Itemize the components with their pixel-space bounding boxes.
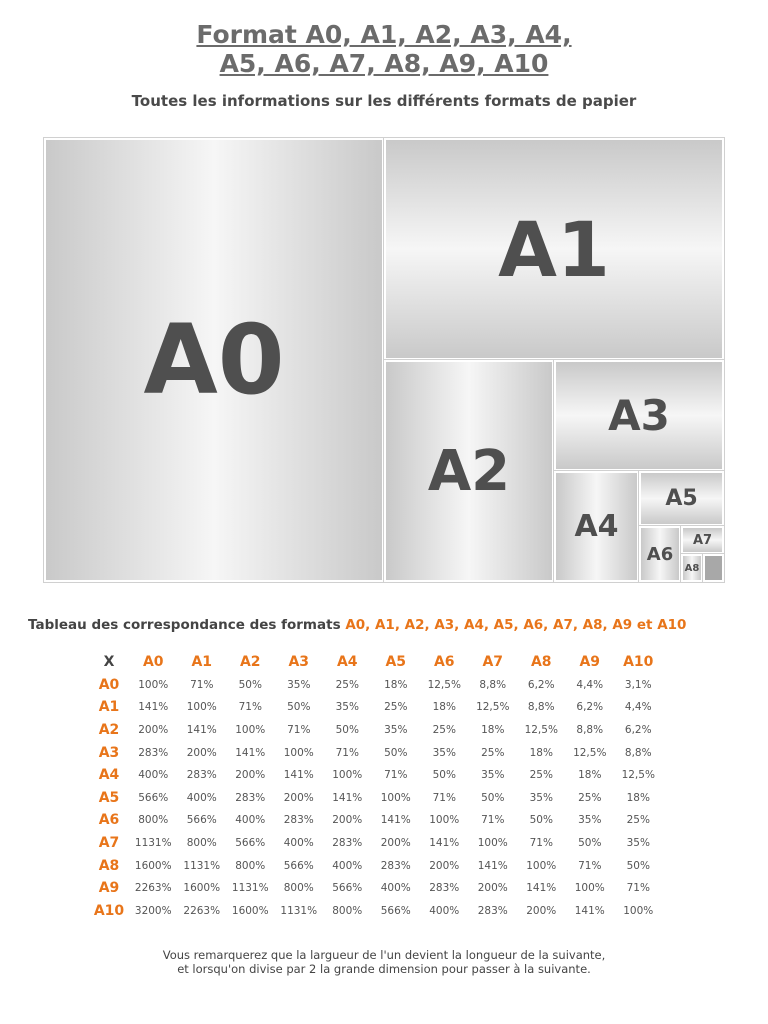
table-cell: 200% bbox=[186, 746, 217, 759]
column-header: A5 bbox=[385, 654, 407, 671]
table-row bbox=[89, 719, 663, 742]
table-cell: 200% bbox=[138, 724, 169, 737]
table-cell: 566% bbox=[380, 904, 411, 917]
table-cell: 566% bbox=[138, 791, 169, 804]
table-cell: 1600% bbox=[231, 904, 269, 917]
table-cell: 35% bbox=[578, 814, 602, 827]
table-cell: 71% bbox=[384, 769, 408, 782]
table-cell: 200% bbox=[477, 882, 508, 895]
table-cell: 50% bbox=[335, 724, 359, 737]
table-cell: 50% bbox=[384, 746, 408, 759]
table-cell: 25% bbox=[335, 678, 359, 691]
table-cell: 35% bbox=[432, 746, 456, 759]
table-cell: 400% bbox=[429, 904, 460, 917]
column-header: A1 bbox=[191, 654, 213, 671]
table-cell: 400% bbox=[332, 859, 363, 872]
table-cell: 141% bbox=[138, 701, 169, 714]
row-header: A0 bbox=[98, 676, 120, 693]
table-row bbox=[89, 741, 663, 764]
sheet-a8-label: A8 bbox=[684, 562, 700, 574]
column-header: A2 bbox=[239, 654, 261, 671]
table-cell: 50% bbox=[481, 791, 505, 804]
table-cell: 12,5% bbox=[476, 701, 510, 714]
table-cell: 800% bbox=[283, 882, 314, 895]
table-cell: 71% bbox=[238, 701, 262, 714]
table-cell: 4,4% bbox=[576, 678, 604, 691]
table-cell: 141% bbox=[477, 859, 508, 872]
row-header: A2 bbox=[98, 722, 120, 739]
table-cell: 1600% bbox=[134, 859, 172, 872]
table-cell: 141% bbox=[380, 814, 411, 827]
table-row bbox=[89, 877, 663, 900]
sheet-a4-label: A4 bbox=[574, 509, 619, 544]
table-cell: 35% bbox=[335, 701, 359, 714]
table-cell: 141% bbox=[283, 769, 314, 782]
sheet-a2 bbox=[384, 360, 554, 582]
sheet-a5-label: A5 bbox=[665, 486, 698, 511]
table-row bbox=[89, 854, 663, 877]
table-cell: 566% bbox=[332, 882, 363, 895]
table-cell: 283% bbox=[186, 769, 217, 782]
table-header-row bbox=[89, 651, 663, 674]
table-cell: 200% bbox=[380, 837, 411, 850]
row-header: A1 bbox=[98, 699, 120, 716]
table-cell: 100% bbox=[526, 859, 557, 872]
row-header: A9 bbox=[98, 880, 120, 897]
table-cell: 100% bbox=[138, 678, 169, 691]
table-cell: 71% bbox=[432, 791, 456, 804]
row-header: A4 bbox=[98, 767, 120, 784]
sheet-smaller-formats bbox=[703, 554, 724, 582]
table-cell: 12,5% bbox=[427, 678, 461, 691]
table-caption-formats: A0, A1, A2, A3, A4, A5, A6, A7, A8, A9 et A10 bbox=[345, 617, 687, 633]
table-row bbox=[89, 674, 663, 697]
table-cell: 18% bbox=[529, 746, 553, 759]
table-cell: 283% bbox=[332, 837, 363, 850]
table-row bbox=[89, 832, 663, 855]
table-cell: 200% bbox=[283, 791, 314, 804]
table-cell: 35% bbox=[287, 678, 311, 691]
table-cell: 35% bbox=[626, 837, 650, 850]
row-header: A5 bbox=[98, 789, 120, 806]
table-cell: 35% bbox=[481, 769, 505, 782]
table-cell: 50% bbox=[529, 814, 553, 827]
table-cell: 12,5% bbox=[524, 724, 558, 737]
table-cell: 3200% bbox=[134, 904, 172, 917]
table-row bbox=[89, 809, 663, 832]
table-cell: 566% bbox=[283, 859, 314, 872]
table-cell: 71% bbox=[335, 746, 359, 759]
format-correspondence-table bbox=[89, 651, 663, 922]
sheet-a1-label: A1 bbox=[498, 204, 610, 294]
table-cell: 283% bbox=[283, 814, 314, 827]
table-cell: 18% bbox=[578, 769, 602, 782]
paper-format-diagram bbox=[44, 138, 724, 582]
table-cell: 800% bbox=[235, 859, 266, 872]
table-cell: 141% bbox=[429, 837, 460, 850]
table-cell: 25% bbox=[626, 814, 650, 827]
table-cell: 35% bbox=[529, 791, 553, 804]
table-cell: 100% bbox=[429, 814, 460, 827]
table-cell: 400% bbox=[235, 814, 266, 827]
table-cell: 71% bbox=[287, 724, 311, 737]
table-caption bbox=[28, 617, 686, 633]
table-cell: 8,8% bbox=[479, 678, 507, 691]
footer-note bbox=[0, 948, 768, 976]
table-cell: 200% bbox=[235, 769, 266, 782]
table-cell: 566% bbox=[186, 814, 217, 827]
sheet-a1 bbox=[384, 138, 724, 360]
column-header: A0 bbox=[142, 654, 164, 671]
table-cell: 141% bbox=[235, 746, 266, 759]
table-cell: 6,2% bbox=[527, 678, 555, 691]
table-cell: 71% bbox=[578, 859, 602, 872]
row-header: A6 bbox=[98, 812, 120, 829]
table-cell: 8,8% bbox=[624, 746, 652, 759]
sheet-a0-label: A0 bbox=[143, 304, 285, 416]
table-cell: 141% bbox=[574, 904, 605, 917]
table-cell: 566% bbox=[235, 837, 266, 850]
table-cell: 71% bbox=[190, 678, 214, 691]
table-cell: 6,2% bbox=[576, 701, 604, 714]
table-cell: 283% bbox=[138, 746, 169, 759]
sheet-a7 bbox=[681, 526, 724, 554]
table-cell: 100% bbox=[380, 791, 411, 804]
table-cell: 2263% bbox=[134, 882, 172, 895]
table-cell: 12,5% bbox=[621, 769, 655, 782]
table-cell: 71% bbox=[529, 837, 553, 850]
row-header: A8 bbox=[98, 857, 120, 874]
table-cell: 200% bbox=[332, 814, 363, 827]
table-cell: 71% bbox=[481, 814, 505, 827]
sheet-a8 bbox=[681, 554, 703, 582]
table-cell: 25% bbox=[529, 769, 553, 782]
table-cell: 1131% bbox=[183, 859, 221, 872]
table-cell: 8,8% bbox=[527, 701, 555, 714]
row-header: A7 bbox=[98, 835, 120, 852]
table-cell: 800% bbox=[138, 814, 169, 827]
sheet-a0 bbox=[44, 138, 384, 582]
table-cell: 50% bbox=[432, 769, 456, 782]
sheet-a3 bbox=[554, 360, 724, 471]
table-row bbox=[89, 787, 663, 810]
row-header: A3 bbox=[98, 744, 120, 761]
footer-note-line-2: et lorsqu'on divise par 2 la grande dimension pour passer à la suivante. bbox=[177, 962, 591, 976]
table-cell: 1131% bbox=[231, 882, 269, 895]
table-cell: 6,2% bbox=[624, 724, 652, 737]
table-cell: 12,5% bbox=[573, 746, 607, 759]
sheet-a2-label: A2 bbox=[427, 438, 511, 504]
table-corner-cell: X bbox=[103, 654, 115, 671]
table-cell: 141% bbox=[186, 724, 217, 737]
table-cell: 800% bbox=[186, 837, 217, 850]
table-cell: 100% bbox=[235, 724, 266, 737]
table-cell: 18% bbox=[481, 724, 505, 737]
table-cell: 1131% bbox=[134, 837, 172, 850]
table-cell: 50% bbox=[287, 701, 311, 714]
table-cell: 283% bbox=[477, 904, 508, 917]
table-cell: 50% bbox=[578, 837, 602, 850]
table-cell: 1600% bbox=[183, 882, 221, 895]
sheet-a3-label: A3 bbox=[608, 391, 670, 440]
table-cell: 100% bbox=[574, 882, 605, 895]
table-cell: 18% bbox=[626, 791, 650, 804]
table-caption-text: Tableau des correspondance des formats bbox=[28, 617, 346, 633]
table-cell: 200% bbox=[429, 859, 460, 872]
table-row bbox=[89, 900, 663, 923]
column-header: A4 bbox=[336, 654, 358, 671]
table-cell: 25% bbox=[384, 701, 408, 714]
table-cell: 8,8% bbox=[576, 724, 604, 737]
table-cell: 100% bbox=[283, 746, 314, 759]
table-cell: 35% bbox=[384, 724, 408, 737]
table-row bbox=[89, 764, 663, 787]
page-title-line-1: Format A0, A1, A2, A3, A4, bbox=[196, 20, 572, 49]
column-header: A8 bbox=[530, 654, 552, 671]
page-subtitle: Toutes les informations sur les différents formats de papier bbox=[131, 92, 637, 110]
table-cell: 400% bbox=[138, 769, 169, 782]
table-cell: 100% bbox=[623, 904, 654, 917]
table-cell: 800% bbox=[332, 904, 363, 917]
table-cell: 283% bbox=[429, 882, 460, 895]
table-cell: 25% bbox=[432, 724, 456, 737]
table-cell: 283% bbox=[380, 859, 411, 872]
column-header: A3 bbox=[288, 654, 310, 671]
table-cell: 2263% bbox=[183, 904, 221, 917]
table-cell: 18% bbox=[432, 701, 456, 714]
table-cell: 25% bbox=[578, 791, 602, 804]
sheet-a6-label: A6 bbox=[646, 543, 674, 565]
table-cell: 3,1% bbox=[624, 678, 652, 691]
table-cell: 50% bbox=[238, 678, 262, 691]
sheet-a4 bbox=[554, 471, 639, 582]
page-title-line-2: A5, A6, A7, A8, A9, A10 bbox=[219, 49, 549, 78]
column-header: A6 bbox=[433, 654, 455, 671]
table-row bbox=[89, 696, 663, 719]
row-header: A10 bbox=[93, 902, 125, 919]
table-cell: 100% bbox=[186, 701, 217, 714]
column-header: A10 bbox=[623, 654, 654, 671]
table-cell: 400% bbox=[186, 791, 217, 804]
column-header: A7 bbox=[482, 654, 504, 671]
table-cell: 4,4% bbox=[624, 701, 652, 714]
table-cell: 141% bbox=[526, 882, 557, 895]
table-cell: 400% bbox=[380, 882, 411, 895]
table-cell: 100% bbox=[477, 837, 508, 850]
table-cell: 400% bbox=[283, 837, 314, 850]
table-cell: 1131% bbox=[280, 904, 318, 917]
table-cell: 50% bbox=[626, 859, 650, 872]
sheet-a7-label: A7 bbox=[692, 532, 713, 548]
table-cell: 100% bbox=[332, 769, 363, 782]
table-cell: 18% bbox=[384, 678, 408, 691]
sheet-a6 bbox=[639, 526, 681, 582]
table-cell: 200% bbox=[526, 904, 557, 917]
column-header: A9 bbox=[579, 654, 601, 671]
table-cell: 25% bbox=[481, 746, 505, 759]
table-cell: 71% bbox=[626, 882, 650, 895]
sheet-a5 bbox=[639, 471, 724, 526]
table-cell: 283% bbox=[235, 791, 266, 804]
footer-note-line-1: Vous remarquerez que la largueur de l'un devient la longueur de la suivante, bbox=[162, 948, 606, 962]
table-cell: 141% bbox=[332, 791, 363, 804]
